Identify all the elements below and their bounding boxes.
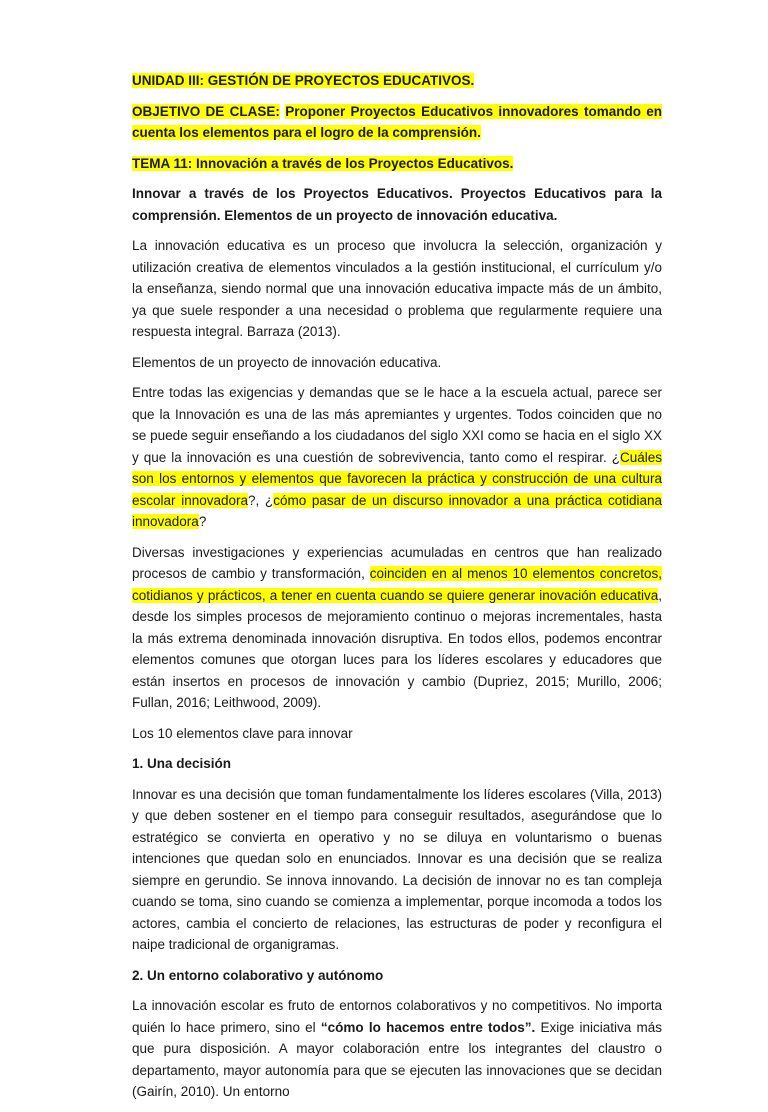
topic-heading: TEMA 11: Innovación a través de los Proyectos Educativos.: [132, 155, 514, 171]
highlight-ten-elements: coinciden en al menos 10 elementos concretos, cotidianos y prácticos, a tener en cuenta cuando se quiere generar inovación educativa: [132, 566, 662, 603]
intro-title: Innovar a través de los Proyectos Educativos. Proyectos Educativos para la comprensión. Elementos de un proyecto de innovación educativa.: [132, 186, 662, 223]
class-objective: [132, 101, 662, 144]
highlight-question-1: Cuáles son los entornos y elementos que favorecen la práctica y construcción de una cultura escolar innovadora: [132, 449, 662, 508]
elements-title: Elementos de un proyecto de innovación educativa.: [132, 354, 442, 370]
demands-paragraph: Entre todas las exigencias y demandas que se le hace a la escuela actual, parece ser que la Innovación es una de las más apremiantes y urgentes. Todos coinciden que no se puede seguir enseñando a los ciudadanos del siglo XXI como se hacia en el siglo XX y que la innovación es una cuestión de sobrevivencia, tanto como el respirar. ¿Cuáles son los entornos y elementos que favorecen la práctica y construcción de una cultura escolar innovadora?, ¿cómo pasar de un discurso innovador a una práctica cotidiana innovadora?: [132, 385, 662, 529]
objective-label: OBJETIVO DE CLASE:: [132, 103, 280, 119]
key-elements-title: Los 10 elementos clave para innovar: [132, 725, 353, 741]
research-paragraph: Diversas investigaciones y experiencias acumuladas en centros que han realizado procesos de cambio y transformación, coinciden en al menos 10 elementos concretos, cotidianos y prácticos, a tener en cuenta cuando se quiere generar inovación educativa, desde los simples procesos de mejoramiento continuo o mejoras incrementales, hasta la más extrema denominada innovación disruptiva. En todos ellos, podemos encontrar elementos comunes que otorgan luces para los líderes escolares y educadores que están insertos en procesos de innovación y cambio (Dupriez, 2015; Murillo, 2006; Fullan, 2016; Leithwood, 2009).: [132, 544, 662, 710]
unit-heading: UNIDAD III: GESTIÓN DE PROYECTOS EDUCATIVOS.: [132, 73, 475, 88]
objective-text: Proponer Proyectos Educativos innovadores tomando en cuenta los elementos para el logro de la comprensión.: [132, 103, 662, 140]
bold-quote: “cómo lo hacemos entre todos”.: [320, 1019, 536, 1035]
definition-paragraph: La innovación educativa es un proceso que involucra la selección, organización y utilización creativa de elementos vinculados a la gestión institucional, el currículum y/o la enseñanza, siendo normal que una innovación educativa impacte más de un ámbito, ya que suele responder a una necesidad o problema que regularmente requiere una respuesta integral. Barraza (2013).: [132, 238, 662, 339]
section-1-text: Innovar es una decisión que toman fundamentalmente los líderes escolares (Villa, 2013) y que deben sostener en el tiempo para conseguir resultados, asegurándose que lo estratégico se convierta en operativo y no se diluya en voluntarismo o buenas intenciones que quedan solo en enunciados. Innovar es una decisión que se realiza siempre en gerundio. Se innova innovando. La decisión de innovar no es tan compleja cuando se toma, sino cuando se comienza a implementar, porque incomoda a todos los actores, cambia el concierto de relaciones, las estructuras de poder y reconfigura el naipe tradicional de organigramas.: [132, 786, 662, 952]
section-2-title: 2. Un entorno colaborativo y autónomo: [132, 967, 384, 983]
section-1-title: 1. Una decisión: [132, 756, 232, 771]
document-page: [132, 70, 662, 1112]
highlight-question-2: cómo pasar de un discurso innovador a una práctica cotidiana innovadora: [132, 492, 662, 529]
section-2-text: La innovación escolar es fruto de entornos colaborativos y no competitivos. No importa quién lo hace primero, sino el “cómo lo hacemos entre todos”. Exige iniciativa más que pura disposición. A mayor colaboración entre los integrantes del claustro o departamento, mayor autonomía para que se ejecuten las innovaciones que se decidan (Gairín, 2010). Un entorno: [132, 998, 662, 1099]
